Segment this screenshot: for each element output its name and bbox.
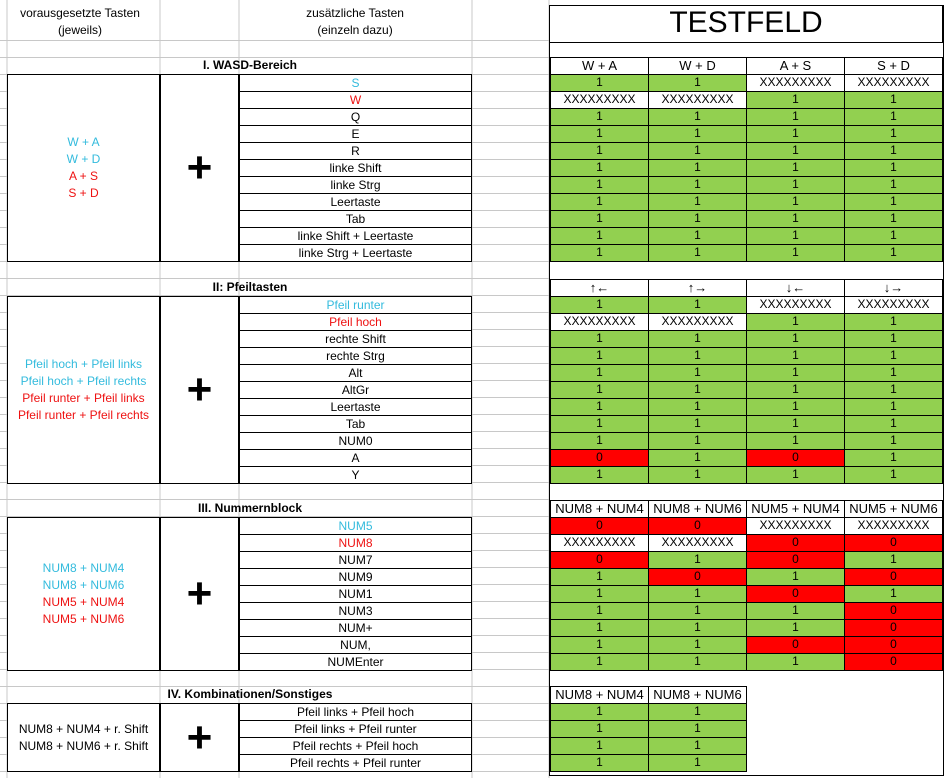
additional-key: Alt — [239, 364, 472, 382]
test-result-cell[interactable]: 1 — [844, 466, 943, 484]
test-result-cell[interactable]: 0 — [844, 636, 943, 654]
section-title: IV. Kombinationen/Sonstiges — [167, 687, 333, 701]
test-result-cell[interactable]: 1 — [550, 568, 649, 586]
test-result-cell[interactable]: 1 — [648, 703, 747, 721]
prereq-key-combo: NUM8 + NUM4 — [42, 561, 125, 575]
test-result-cell[interactable]: 0 — [550, 517, 649, 535]
test-result-cell[interactable]: 0 — [844, 568, 943, 586]
test-result-cell[interactable]: 1 — [746, 602, 845, 620]
test-result-cell[interactable]: 1 — [746, 176, 845, 194]
plus-sign: + — [160, 517, 239, 671]
test-column-header: W + D — [648, 57, 747, 75]
test-result-cell[interactable]: XXXXXXXXX — [648, 91, 747, 109]
test-result-cell[interactable]: 1 — [648, 330, 747, 348]
test-result-cell[interactable]: 1 — [648, 381, 747, 399]
test-result-cell[interactable]: 1 — [746, 347, 845, 365]
test-result-cell[interactable]: 1 — [844, 193, 943, 211]
test-result-cell[interactable]: 1 — [844, 125, 943, 143]
test-result-cell[interactable]: 1 — [746, 125, 845, 143]
prereq-keys-box — [7, 703, 160, 772]
test-result-cell[interactable]: 1 — [648, 754, 747, 772]
test-result-cell[interactable]: 1 — [844, 142, 943, 160]
test-result-cell[interactable]: 1 — [844, 108, 943, 126]
test-column-header: NUM8 + NUM4 — [550, 500, 649, 518]
test-result-cell[interactable]: 1 — [648, 720, 747, 738]
additional-key: AltGr — [239, 381, 472, 399]
test-result-cell[interactable]: 1 — [550, 381, 649, 399]
test-column-header: NUM5 + NUM6 — [844, 500, 943, 518]
test-result-cell[interactable]: 1 — [550, 415, 649, 433]
additional-key: A — [239, 449, 472, 467]
test-result-cell[interactable]: 1 — [550, 602, 649, 620]
test-result-cell[interactable]: 0 — [844, 602, 943, 620]
test-column-header: NUM5 + NUM4 — [746, 500, 845, 518]
test-result-cell[interactable]: 1 — [550, 108, 649, 126]
additional-key: Leertaste — [239, 398, 472, 416]
test-result-cell[interactable]: 1 — [648, 108, 747, 126]
test-result-cell[interactable]: 1 — [550, 466, 649, 484]
test-result-cell[interactable]: 1 — [648, 74, 747, 92]
test-result-cell[interactable]: 1 — [844, 210, 943, 228]
additional-key: Tab — [239, 210, 472, 228]
test-result-cell[interactable]: 1 — [746, 415, 845, 433]
test-result-cell[interactable]: XXXXXXXXX — [648, 534, 747, 552]
test-result-cell[interactable]: 1 — [550, 347, 649, 365]
test-result-cell[interactable]: 1 — [550, 364, 649, 382]
test-result-cell[interactable]: 1 — [648, 466, 747, 484]
test-result-cell[interactable]: XXXXXXXXX — [844, 74, 943, 92]
test-result-cell[interactable]: 1 — [648, 227, 747, 245]
test-column-header: A + S — [746, 57, 845, 75]
test-result-cell[interactable]: XXXXXXXXX — [746, 296, 845, 314]
test-result-cell[interactable]: 1 — [648, 737, 747, 755]
test-result-cell[interactable]: 1 — [746, 227, 845, 245]
test-column-header: ↓← — [746, 279, 845, 297]
test-column-header: NUM8 + NUM6 — [648, 500, 747, 518]
test-result-cell[interactable]: 1 — [648, 193, 747, 211]
test-result-cell[interactable]: 1 — [648, 636, 747, 654]
prereq-key-combo: A + S — [68, 169, 99, 183]
additional-key: rechte Shift — [239, 330, 472, 348]
test-result-cell[interactable]: 1 — [648, 585, 747, 603]
test-result-cell[interactable]: 0 — [746, 585, 845, 603]
test-result-cell[interactable]: 1 — [648, 142, 747, 160]
test-result-cell[interactable]: 1 — [746, 108, 845, 126]
test-result-cell[interactable]: 1 — [550, 74, 649, 92]
additional-key: NUM, — [239, 636, 472, 654]
test-result-cell[interactable]: 1 — [648, 296, 747, 314]
test-result-cell[interactable]: 0 — [648, 568, 747, 586]
test-result-cell[interactable]: 1 — [550, 754, 649, 772]
test-result-cell[interactable]: XXXXXXXXX — [844, 296, 943, 314]
test-result-cell[interactable]: 1 — [648, 364, 747, 382]
test-result-cell[interactable]: 1 — [550, 619, 649, 637]
test-result-cell[interactable]: XXXXXXXXX — [550, 91, 649, 109]
header-additional-line2: (einzeln dazu) — [317, 23, 393, 37]
test-result-cell[interactable]: 1 — [648, 398, 747, 416]
test-result-cell[interactable]: 1 — [648, 244, 747, 262]
test-result-cell[interactable]: 1 — [844, 159, 943, 177]
prereq-key-combo: Pfeil runter + Pfeil rechts — [17, 408, 150, 422]
test-result-cell[interactable]: 0 — [550, 551, 649, 569]
test-result-cell[interactable]: 1 — [550, 193, 649, 211]
test-result-cell[interactable]: 0 — [844, 534, 943, 552]
additional-key: NUM+ — [239, 619, 472, 637]
test-result-cell[interactable]: 1 — [746, 159, 845, 177]
test-result-cell[interactable]: 1 — [746, 313, 845, 331]
test-result-cell[interactable]: 1 — [550, 330, 649, 348]
test-result-cell[interactable]: 1 — [550, 398, 649, 416]
additional-key: NUM8 — [239, 534, 472, 552]
test-result-cell[interactable]: 1 — [648, 125, 747, 143]
additional-key: NUM3 — [239, 602, 472, 620]
test-result-cell[interactable]: 1 — [844, 313, 943, 331]
prereq-keys-box — [7, 517, 160, 671]
test-result-cell[interactable]: 1 — [844, 347, 943, 365]
test-result-cell[interactable]: XXXXXXXXX — [550, 534, 649, 552]
additional-key: Pfeil links + Pfeil hoch — [239, 703, 472, 721]
test-result-cell[interactable]: 0 — [844, 653, 943, 671]
test-result-cell[interactable]: 1 — [550, 432, 649, 450]
additional-key: Q — [239, 108, 472, 126]
testfeld-title: TESTFELD — [549, 5, 943, 43]
test-result-cell[interactable]: 1 — [746, 568, 845, 586]
prereq-key-combo: NUM8 + NUM4 + r. Shift — [18, 721, 149, 736]
test-result-cell[interactable]: XXXXXXXXX — [746, 74, 845, 92]
test-result-cell[interactable]: XXXXXXXXX — [746, 517, 845, 535]
additional-key: NUM1 — [239, 585, 472, 603]
test-result-cell[interactable]: 1 — [550, 176, 649, 194]
test-result-cell[interactable]: 1 — [550, 142, 649, 160]
prereq-key-combo: NUM8 + NUM6 — [42, 578, 125, 592]
test-result-cell[interactable]: 1 — [550, 720, 649, 738]
additional-key: W — [239, 91, 472, 109]
test-result-cell[interactable]: 1 — [550, 125, 649, 143]
test-result-cell[interactable]: 0 — [746, 636, 845, 654]
additional-key: Pfeil rechts + Pfeil runter — [239, 754, 472, 772]
test-result-cell[interactable]: 1 — [550, 737, 649, 755]
test-result-cell[interactable]: 1 — [844, 364, 943, 382]
prereq-key-combo: S + D — [68, 186, 99, 200]
test-result-cell[interactable]: 1 — [844, 449, 943, 467]
test-result-cell[interactable]: 1 — [648, 551, 747, 569]
additional-key: linke Strg + Leertaste — [239, 244, 472, 262]
test-result-cell[interactable]: 1 — [844, 432, 943, 450]
additional-key: E — [239, 125, 472, 143]
plus-sign: + — [160, 703, 239, 772]
test-result-cell[interactable]: 0 — [550, 449, 649, 467]
test-result-cell[interactable]: 0 — [746, 449, 845, 467]
additional-key: S — [239, 74, 472, 92]
test-result-cell[interactable]: 1 — [648, 602, 747, 620]
test-result-cell[interactable]: 0 — [844, 619, 943, 637]
test-column-header: ↓→ — [844, 279, 943, 297]
test-result-cell[interactable]: 1 — [844, 91, 943, 109]
test-result-cell[interactable]: 1 — [746, 653, 845, 671]
prereq-keys-box — [7, 296, 160, 484]
test-column-header: ↑← — [550, 279, 649, 297]
test-result-cell[interactable]: XXXXXXXXX — [550, 313, 649, 331]
test-result-cell[interactable]: 1 — [648, 176, 747, 194]
additional-key: rechte Strg — [239, 347, 472, 365]
test-result-cell[interactable]: 1 — [844, 585, 943, 603]
additional-key: Pfeil links + Pfeil runter — [239, 720, 472, 738]
test-result-cell[interactable]: 1 — [746, 91, 845, 109]
prereq-key-combo: Pfeil hoch + Pfeil links — [24, 357, 143, 371]
test-result-cell[interactable]: 1 — [746, 330, 845, 348]
header-prereq-line2: (jeweils) — [57, 23, 102, 37]
prereq-key-combo: NUM8 + NUM6 + r. Shift — [18, 738, 149, 753]
additional-key: Pfeil rechts + Pfeil hoch — [239, 737, 472, 755]
additional-key: Leertaste — [239, 193, 472, 211]
test-result-cell[interactable]: XXXXXXXXX — [844, 517, 943, 535]
test-result-cell[interactable]: 1 — [550, 296, 649, 314]
test-result-cell[interactable]: 1 — [550, 703, 649, 721]
prereq-key-combo: Pfeil hoch + Pfeil rechts — [20, 374, 147, 388]
prereq-key-combo: Pfeil runter + Pfeil links — [22, 391, 145, 405]
test-result-cell[interactable]: 1 — [746, 244, 845, 262]
prereq-keys-box — [7, 74, 160, 262]
test-result-cell[interactable]: 1 — [550, 244, 649, 262]
test-result-cell[interactable]: 1 — [746, 364, 845, 382]
test-result-cell[interactable]: 1 — [746, 432, 845, 450]
test-result-cell[interactable]: 1 — [550, 159, 649, 177]
additional-key: NUM5 — [239, 517, 472, 535]
prereq-key-combo: NUM5 + NUM6 — [42, 612, 125, 626]
test-result-cell[interactable]: 1 — [550, 585, 649, 603]
test-column-header: ↑→ — [648, 279, 747, 297]
test-result-cell[interactable]: 1 — [844, 176, 943, 194]
plus-sign: + — [160, 296, 239, 484]
additional-key: linke Shift — [239, 159, 472, 177]
test-result-cell[interactable]: 1 — [746, 210, 845, 228]
test-result-cell[interactable]: 1 — [844, 381, 943, 399]
test-result-cell[interactable]: 0 — [648, 517, 747, 535]
additional-key: Pfeil hoch — [239, 313, 472, 331]
additional-key: Tab — [239, 415, 472, 433]
additional-key: linke Shift + Leertaste — [239, 227, 472, 245]
additional-key: NUMEnter — [239, 653, 472, 671]
additional-key: Pfeil runter — [239, 296, 472, 314]
prereq-key-combo: W + D — [66, 152, 101, 166]
section-title: II: Pfeiltasten — [212, 280, 288, 294]
test-column-header: NUM8 + NUM4 — [550, 686, 649, 704]
test-column-header: S + D — [844, 57, 943, 75]
test-result-cell[interactable]: 1 — [648, 159, 747, 177]
additional-key: linke Strg — [239, 176, 472, 194]
test-result-cell[interactable]: 1 — [844, 227, 943, 245]
test-result-cell[interactable]: 1 — [844, 398, 943, 416]
test-result-cell[interactable]: 1 — [648, 619, 747, 637]
test-result-cell[interactable]: 1 — [746, 193, 845, 211]
test-result-cell[interactable]: 1 — [550, 653, 649, 671]
test-result-cell[interactable]: 1 — [648, 432, 747, 450]
test-result-cell[interactable]: 1 — [844, 330, 943, 348]
test-result-cell[interactable]: 1 — [844, 244, 943, 262]
header-additional-line1: zusätzliche Tasten — [306, 6, 404, 20]
additional-key: Y — [239, 466, 472, 484]
test-result-cell[interactable]: 1 — [648, 653, 747, 671]
section-title: I. WASD-Bereich — [202, 58, 298, 72]
test-column-header: NUM8 + NUM6 — [648, 686, 747, 704]
prereq-key-combo: W + A — [67, 135, 100, 149]
test-result-cell[interactable]: 0 — [746, 551, 845, 569]
additional-key: R — [239, 142, 472, 160]
test-column-header: W + A — [550, 57, 649, 75]
section-title: III. Nummernblock — [197, 501, 303, 515]
test-result-cell[interactable]: 1 — [746, 381, 845, 399]
header-prereq-line1: vorausgesetzte Tasten — [20, 6, 140, 20]
test-result-cell[interactable]: 1 — [648, 210, 747, 228]
test-result-cell[interactable]: 1 — [550, 636, 649, 654]
test-result-cell[interactable]: 1 — [648, 347, 747, 365]
test-result-cell[interactable]: 1 — [746, 619, 845, 637]
test-result-cell[interactable]: 1 — [844, 415, 943, 433]
test-result-cell[interactable]: XXXXXXXXX — [648, 313, 747, 331]
test-result-cell[interactable]: 1 — [550, 210, 649, 228]
additional-key: NUM0 — [239, 432, 472, 450]
test-result-cell[interactable]: 1 — [746, 142, 845, 160]
test-result-cell[interactable]: 1 — [648, 449, 747, 467]
test-result-cell[interactable]: 1 — [550, 227, 649, 245]
test-result-cell[interactable]: 1 — [844, 551, 943, 569]
test-result-cell[interactable]: 1 — [648, 415, 747, 433]
test-result-cell[interactable]: 1 — [746, 466, 845, 484]
additional-key: NUM9 — [239, 568, 472, 586]
test-result-cell[interactable]: 0 — [746, 534, 845, 552]
test-result-cell[interactable]: 1 — [746, 398, 845, 416]
additional-key: NUM7 — [239, 551, 472, 569]
prereq-key-combo: NUM5 + NUM4 — [42, 595, 125, 609]
plus-sign: + — [160, 74, 239, 262]
